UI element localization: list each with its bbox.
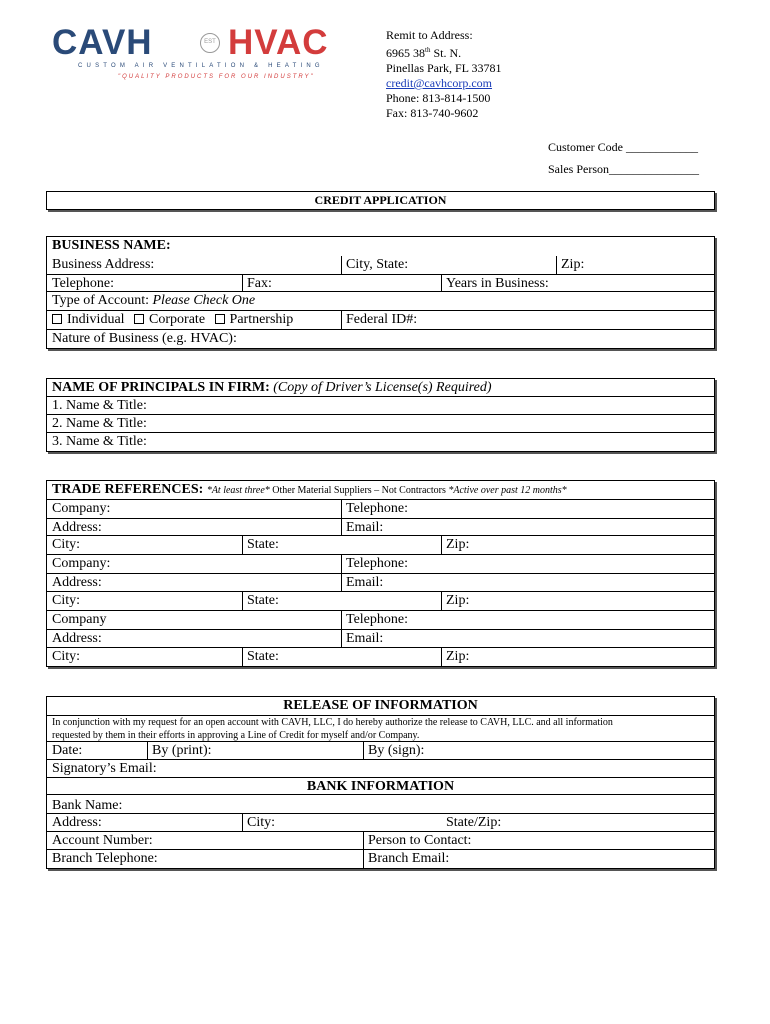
principals-header: NAME OF PRINCIPALS IN FIRM: (Copy of Driver’s License(s) Required) bbox=[52, 380, 492, 395]
signatory-email-label: Signatory’s Email: bbox=[52, 761, 157, 776]
ref-city-row[interactable] bbox=[47, 648, 714, 666]
ref3-city-label: City: bbox=[52, 649, 81, 664]
ref2-state-label: State: bbox=[247, 593, 279, 608]
ref-address-row[interactable] bbox=[47, 630, 714, 648]
branch-row[interactable] bbox=[47, 850, 714, 868]
remit-fax: Fax: 813-740-9602 bbox=[386, 106, 479, 120]
bank-address-label: Address: bbox=[52, 815, 102, 830]
account-number-label: Account Number: bbox=[52, 833, 153, 848]
ref2-company-label: Company: bbox=[52, 556, 111, 571]
logo-hvac-text: HVAC bbox=[228, 23, 329, 62]
customer-code-field[interactable]: Customer Code ____________ bbox=[548, 140, 698, 154]
credit-application-title-box bbox=[46, 191, 715, 210]
ref-address-row[interactable] bbox=[47, 518, 714, 536]
release-text: In conjunction with my request for an open account with CAVH, LLC, I do hereby authorize the release to CAVH, LLC. and all information requested by them in their efforts in approving a Line of Credit for myself and/or Company. bbox=[52, 717, 613, 741]
bank-address-row[interactable] bbox=[47, 814, 714, 832]
ref3-email-label: Email: bbox=[346, 631, 384, 646]
ref3-state-label: State: bbox=[247, 649, 279, 664]
ref-company-row[interactable] bbox=[47, 555, 714, 574]
bank-name-row[interactable] bbox=[47, 795, 714, 814]
logo-tagline: CUSTOM AIR VENTILATION & HEATING bbox=[78, 63, 324, 69]
page-title: CREDIT APPLICATION bbox=[314, 193, 447, 207]
principals-header-row bbox=[47, 379, 714, 397]
principal-row[interactable] bbox=[47, 415, 714, 433]
ref2-telephone-label: Telephone: bbox=[346, 556, 408, 571]
fax-label: Fax: bbox=[247, 276, 272, 291]
principal-2-label: 2. Name & Title: bbox=[52, 416, 147, 431]
trade-references-section bbox=[46, 480, 715, 667]
release-text-row bbox=[47, 715, 714, 742]
ref-address-row[interactable] bbox=[47, 574, 714, 592]
remit-city: Pinellas Park, FL 33781 bbox=[386, 61, 502, 75]
signatory-email-row[interactable] bbox=[47, 760, 714, 778]
business-address-label: Business Address: bbox=[52, 257, 155, 272]
nature-of-business-label: Nature of Business (e.g. HVAC): bbox=[52, 331, 237, 346]
date-label: Date: bbox=[52, 743, 83, 758]
ref-city-row[interactable] bbox=[47, 592, 714, 611]
company-logo bbox=[52, 23, 370, 86]
account-options bbox=[47, 311, 293, 329]
ref-company-row[interactable] bbox=[47, 500, 714, 518]
business-address-row[interactable] bbox=[47, 256, 714, 274]
trade-header: TRADE REFERENCES: *At least three* Other Material Suppliers – Not Contractors *Active over past 12 months* bbox=[52, 482, 567, 497]
ref2-city-label: City: bbox=[52, 593, 81, 608]
principal-row[interactable] bbox=[47, 397, 714, 415]
logo-seal-icon: EST bbox=[200, 33, 220, 53]
ref2-email-label: Email: bbox=[346, 575, 384, 590]
ref3-zip-label: Zip: bbox=[446, 649, 470, 664]
release-header: RELEASE OF INFORMATION bbox=[283, 698, 478, 713]
partnership-checkbox[interactable]: Partnership bbox=[215, 312, 294, 327]
account-options-row bbox=[47, 310, 714, 330]
trade-header-row bbox=[47, 481, 714, 500]
branch-telephone-label: Branch Telephone: bbox=[52, 851, 158, 866]
person-to-contact-label: Person to Contact: bbox=[368, 833, 472, 848]
principal-3-label: 3. Name & Title: bbox=[52, 434, 147, 449]
ref1-city-label: City: bbox=[52, 537, 81, 552]
account-number-row[interactable] bbox=[47, 832, 714, 850]
ref2-zip-label: Zip: bbox=[446, 593, 470, 608]
bank-state-zip-label: State/Zip: bbox=[446, 815, 502, 830]
ref3-telephone-label: Telephone: bbox=[346, 612, 408, 627]
signature-row[interactable] bbox=[47, 742, 714, 760]
remit-phone: Phone: 813-814-1500 bbox=[386, 91, 491, 105]
ref1-telephone-label: Telephone: bbox=[346, 501, 408, 516]
bank-header: BANK INFORMATION bbox=[306, 779, 455, 794]
ref3-company-label: Company bbox=[52, 612, 107, 627]
ref-company-row[interactable] bbox=[47, 611, 714, 630]
logo-slogan: "QUALITY PRODUCTS FOR OUR INDUSTRY" bbox=[118, 74, 315, 80]
ref1-state-label: State: bbox=[247, 537, 279, 552]
telephone-label: Telephone: bbox=[52, 276, 114, 291]
ref2-address-label: Address: bbox=[52, 575, 102, 590]
sales-person-field[interactable]: Sales Person_______________ bbox=[548, 162, 699, 176]
ref1-address-label: Address: bbox=[52, 520, 102, 535]
branch-email-label: Branch Email: bbox=[368, 851, 450, 866]
remit-street: 6965 38th St. N. bbox=[386, 46, 462, 60]
business-name-label: BUSINESS NAME: bbox=[52, 238, 171, 253]
principals-section bbox=[46, 378, 715, 452]
corporate-checkbox[interactable]: Corporate bbox=[134, 312, 205, 327]
business-name-row[interactable] bbox=[47, 237, 714, 256]
codes-block bbox=[548, 136, 699, 180]
logo-cavh-text: CAVH bbox=[52, 23, 153, 62]
remit-email-link[interactable]: credit@cavhcorp.com bbox=[386, 76, 493, 90]
federal-id-label: Federal ID#: bbox=[346, 312, 418, 327]
ref1-email-label: Email: bbox=[346, 520, 384, 535]
release-bank-section bbox=[46, 696, 715, 869]
ref-city-row[interactable] bbox=[47, 536, 714, 555]
release-header-row bbox=[47, 697, 714, 715]
nature-of-business-row[interactable] bbox=[47, 330, 714, 348]
individual-checkbox[interactable]: Individual bbox=[52, 312, 125, 327]
business-section bbox=[46, 236, 715, 349]
bank-name-label: Bank Name: bbox=[52, 798, 123, 813]
remit-address-block bbox=[386, 28, 502, 121]
bank-header-row bbox=[47, 778, 714, 795]
by-sign-label: By (sign): bbox=[368, 743, 425, 758]
zip-label: Zip: bbox=[561, 257, 585, 272]
by-print-label: By (print): bbox=[152, 743, 212, 758]
ref1-company-label: Company: bbox=[52, 501, 111, 516]
telephone-row[interactable] bbox=[47, 274, 714, 292]
ref3-address-label: Address: bbox=[52, 631, 102, 646]
remit-label: Remit to Address: bbox=[386, 28, 473, 42]
principal-row[interactable] bbox=[47, 433, 714, 451]
account-type-row bbox=[47, 292, 714, 310]
years-in-business-label: Years in Business: bbox=[446, 276, 549, 291]
ref1-zip-label: Zip: bbox=[446, 537, 470, 552]
account-type-label: Type of Account: Please Check One bbox=[52, 293, 256, 308]
city-state-label: City, State: bbox=[346, 257, 409, 272]
bank-city-label: City: bbox=[247, 815, 276, 830]
principal-1-label: 1. Name & Title: bbox=[52, 398, 147, 413]
